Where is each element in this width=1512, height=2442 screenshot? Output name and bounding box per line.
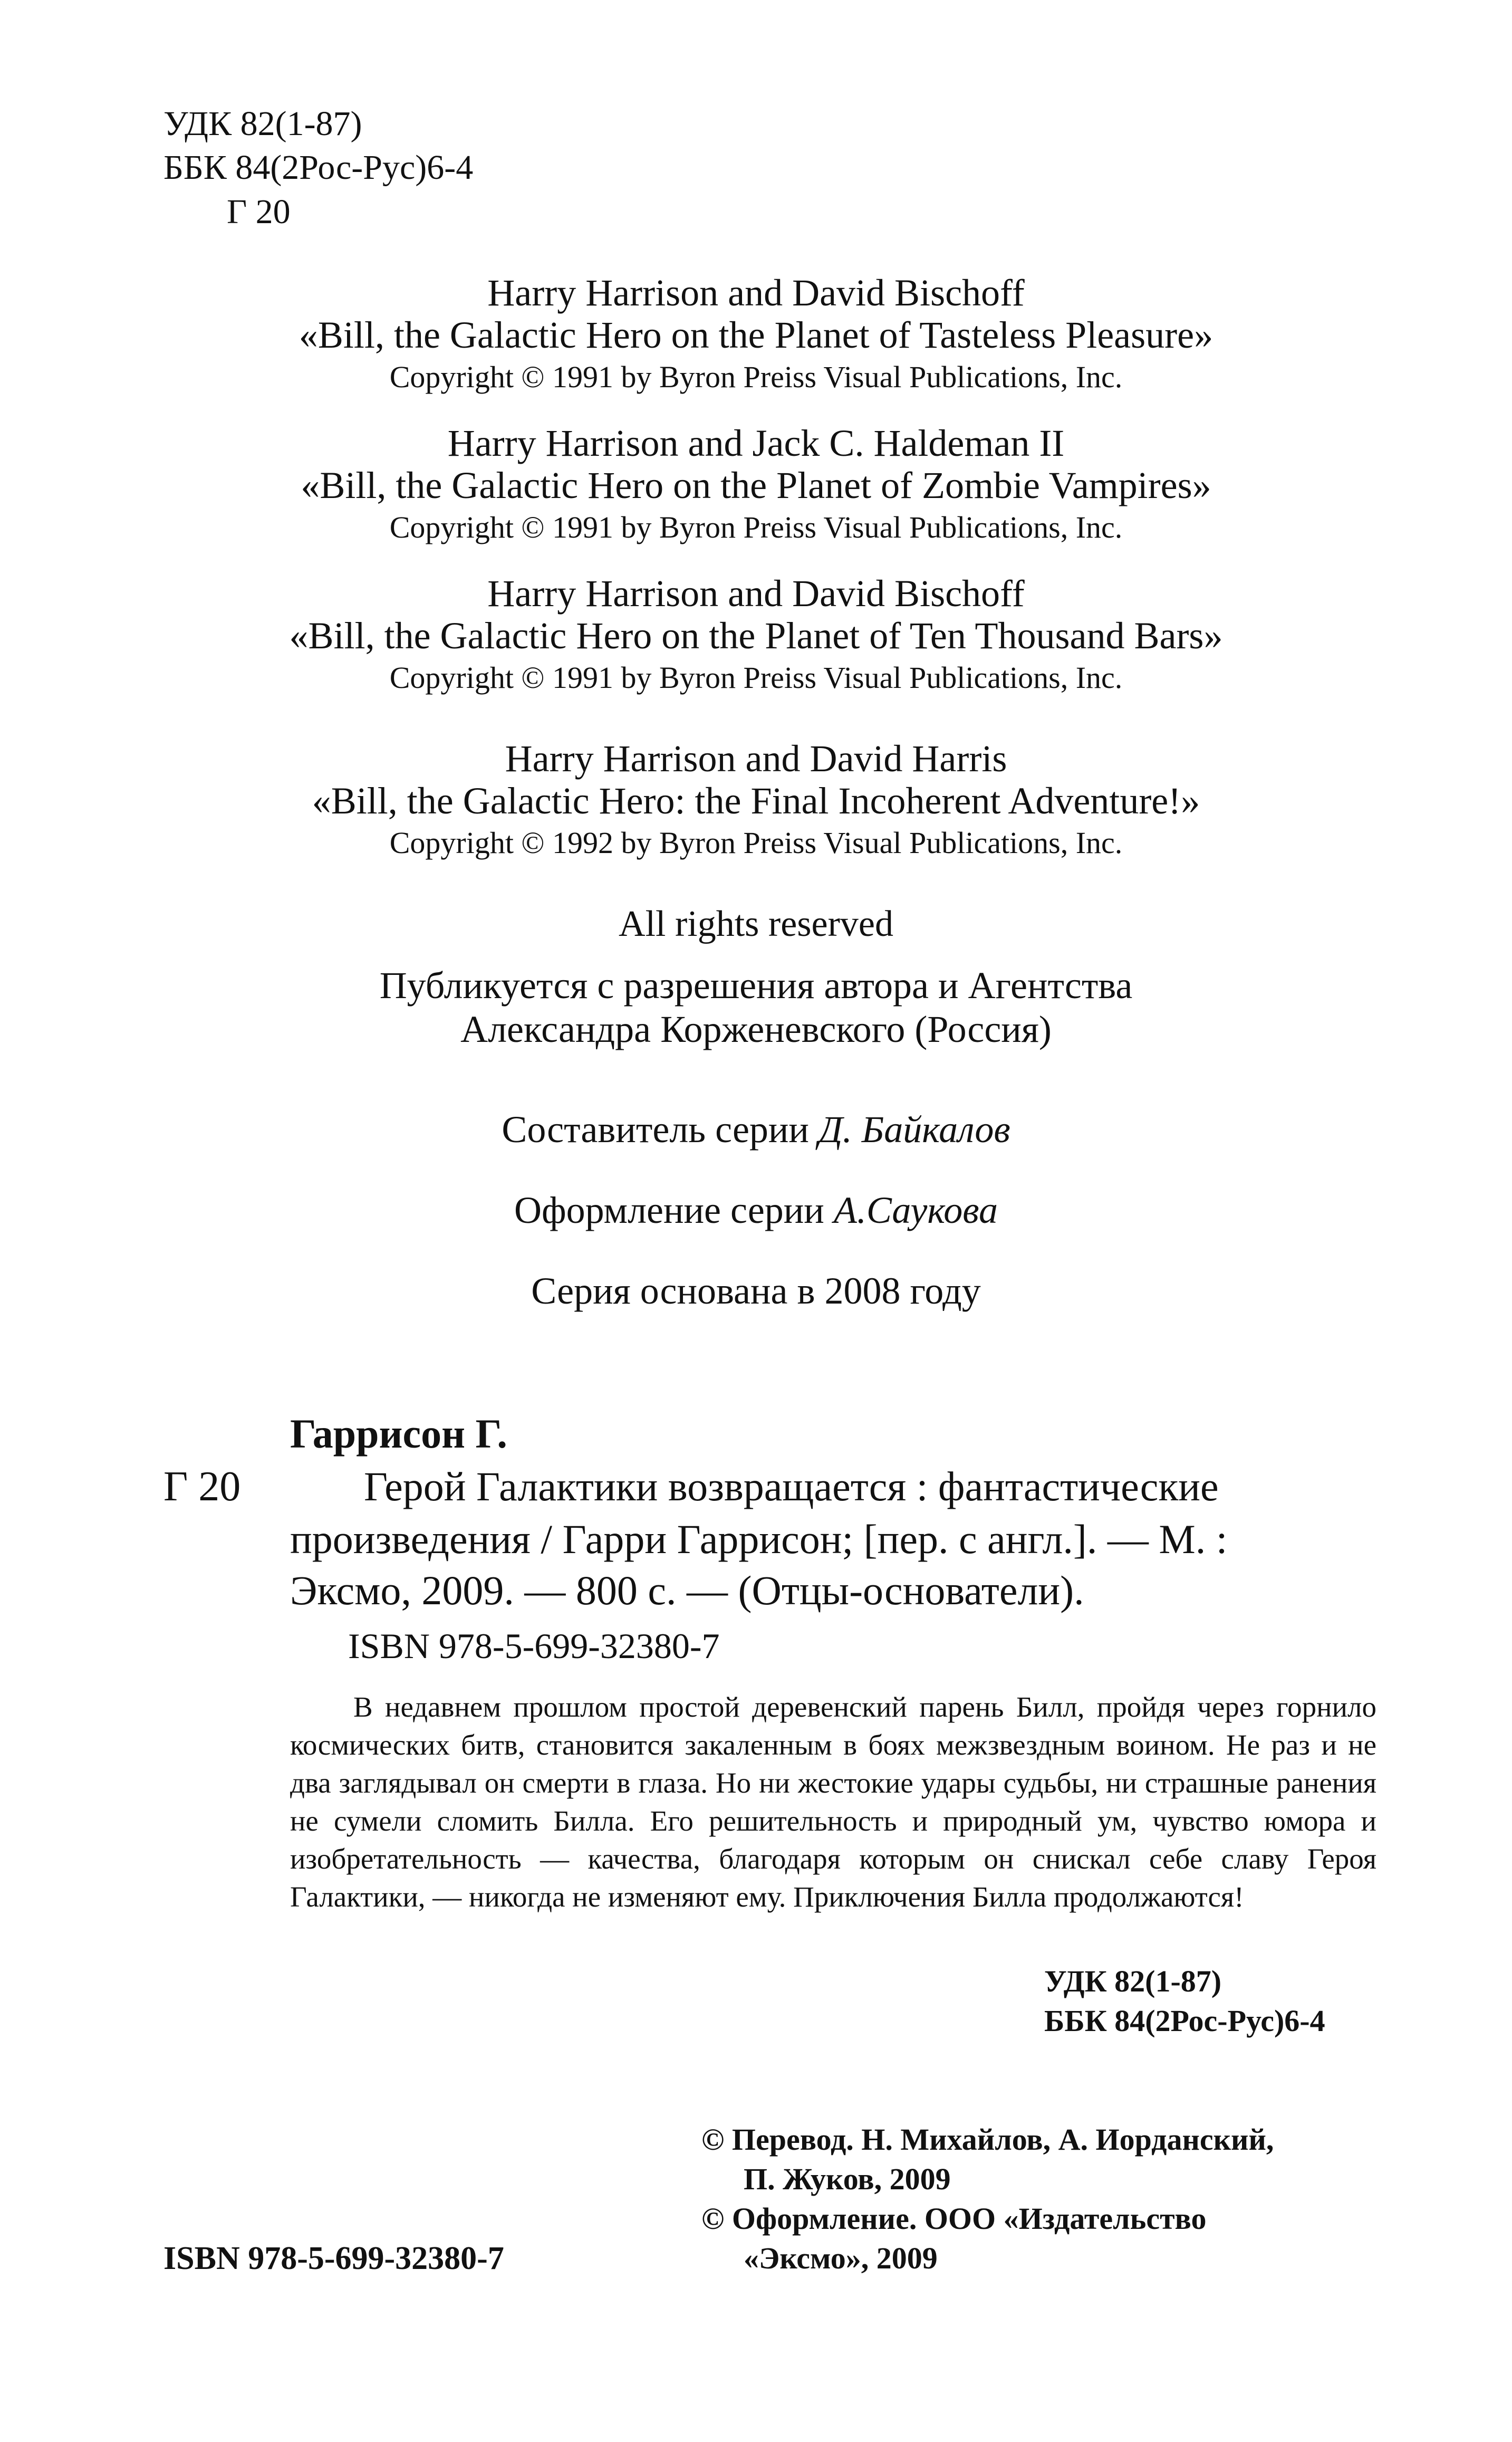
copyright-2-notice: Copyright © 1991 by Byron Preiss Visual Publications, Inc.: [389, 510, 1123, 544]
copyright-1-notice: Copyright © 1991 by Byron Preiss Visual Publications, Inc.: [389, 360, 1123, 394]
bib-line-2: произведения / Гарри Гаррисон; [пер. с англ.]. — М. :: [290, 1516, 1228, 1562]
bib-author: Гаррисон Г.: [290, 1411, 507, 1457]
permission-line-1: Публикуется с разрешения автора и Агентства: [379, 964, 1133, 1007]
udk-footer: УДК 82(1-87): [1044, 1964, 1222, 1998]
copyright-4-notice: Copyright © 1992 by Byron Preiss Visual Publications, Inc.: [389, 826, 1123, 860]
copyright-1-authors: Harry Harrison and David Bischoff: [487, 272, 1025, 314]
series-design: [0, 1189, 1512, 1232]
udk-header: УДК 82(1-87): [163, 104, 362, 143]
annotation-paragraph: В недавнем прошлом простой деревенский парень Билл, пройдя через горнило космических битв, становится закаленным в боях межзвездным воином. Не раз и не два заглядывал он смерти в глаза. Но ни жестокие удары судьбы, ни страшные ранения не сумели сломить Билла. Его решительность и природный ум, чувство юмора и изобретательность — качества, благодаря которым он снискал себе славу Героя Галактики, — никогда не изменяют ему. Приключения Билла продолжаются!: [290, 1691, 1376, 1913]
copyright-2-title: «Bill, the Galactic Hero on the Planet of Zombie Vampires»: [301, 464, 1211, 506]
series-compiler-label: Составитель серии: [502, 1108, 809, 1151]
copyright-3-notice: Copyright © 1991 by Byron Preiss Visual Publications, Inc.: [389, 660, 1123, 695]
series-compiler-name: Д. Байкалов: [818, 1108, 1010, 1151]
series-design-label: Оформление серии: [514, 1189, 824, 1231]
footer-isbn: ISBN 978-5-699-32380-7: [163, 2240, 504, 2276]
translation-copyright-line-2: П. Жуков, 2009: [744, 2162, 951, 2196]
rights-reserved: All rights reserved: [619, 904, 893, 944]
permission-line-2: Александра Корженевского (Россия): [460, 1008, 1052, 1050]
bib-author-code: Г 20: [163, 1463, 241, 1510]
bib-line-3: Эксмо, 2009. — 800 с. — (Отцы-основатели).: [290, 1567, 1084, 1613]
copyright-4-title: «Bill, the Galactic Hero: the Final Incoherent Adventure!»: [312, 780, 1200, 822]
copyright-1-title: «Bill, the Galactic Hero on the Planet of Tasteless Pleasure»: [298, 314, 1214, 356]
series-founded: Серия основана в 2008 году: [531, 1270, 981, 1312]
series-design-name: А.Саукова: [833, 1189, 998, 1231]
design-copyright-line-2: «Эксмо», 2009: [744, 2241, 938, 2275]
bbk-footer: ББК 84(2Рос-Рус)6-4: [1044, 2004, 1325, 2038]
copyright-3-authors: Harry Harrison and David Bischoff: [487, 572, 1025, 615]
copyright-4-authors: Harry Harrison and David Harris: [505, 738, 1007, 780]
series-compiler: [0, 1108, 1512, 1151]
author-code-header: Г 20: [227, 193, 291, 231]
bib-isbn: ISBN 978-5-699-32380-7: [348, 1626, 720, 1666]
bbk-header: ББК 84(2Рос-Рус)6-4: [163, 148, 474, 187]
copyright-3-title: «Bill, the Galactic Hero on the Planet of Ten Thousand Bars»: [289, 615, 1223, 657]
translation-copyright-line-1: © Перевод. Н. Михайлов, А. Иорданский,: [701, 2122, 1274, 2157]
design-copyright-line-1: © Оформление. ООО «Издательство: [701, 2201, 1207, 2236]
bib-line-1: Герой Галактики возвращается : фантастические: [364, 1463, 1219, 1509]
copyright-2-authors: Harry Harrison and Jack C. Haldeman II: [447, 422, 1065, 464]
